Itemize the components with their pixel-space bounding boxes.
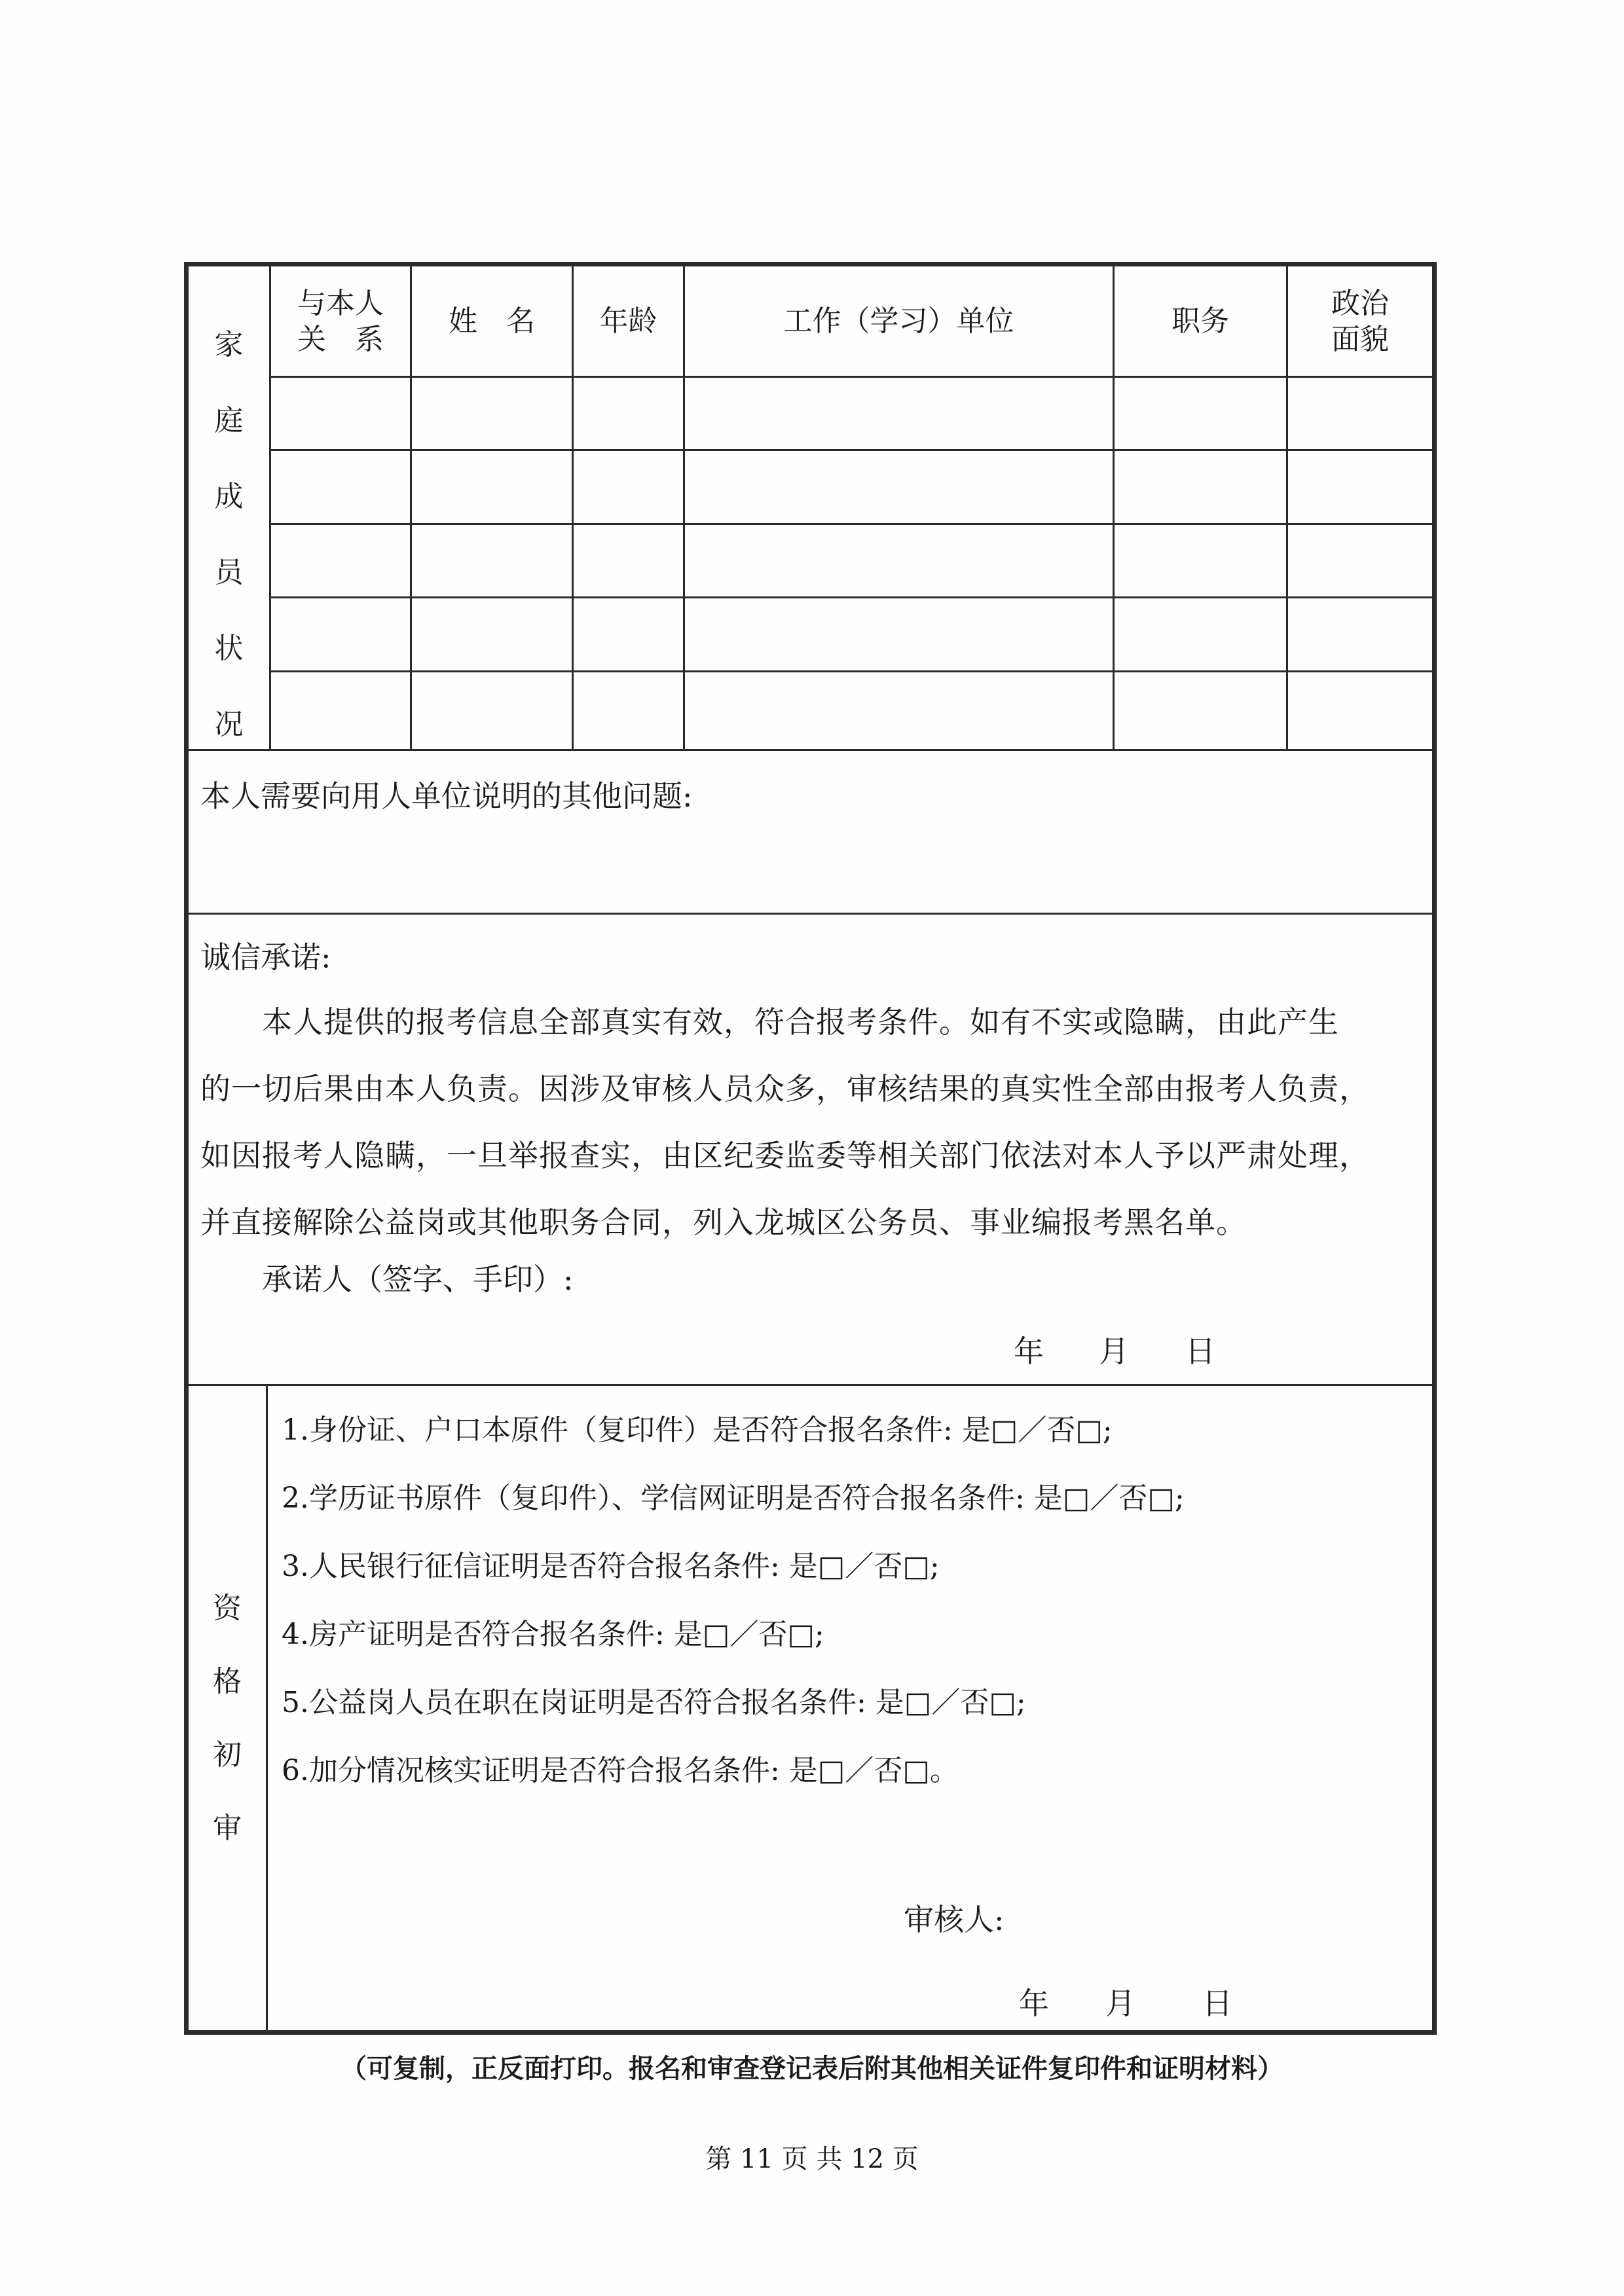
label-char: 审 — [213, 1812, 242, 1845]
label-char: 家 — [214, 328, 244, 361]
pledge-signer-label: 承诺人（签字、手印）: — [262, 1262, 574, 1297]
header-relation-line1: 与本人 — [297, 286, 384, 320]
section-divider — [189, 1384, 1432, 1386]
family-cell-work-unit[interactable] — [685, 672, 1113, 749]
pledge-signature-field[interactable] — [864, 1256, 1192, 1295]
family-cell-age[interactable] — [574, 378, 683, 449]
review-item-bonus-points: 6.加分情况核实证明是否符合报名条件: 是□／否□。 — [282, 1754, 959, 1787]
reviewer-label: 审核人: — [904, 1902, 1005, 1937]
pledge-line-1: 本人提供的报考信息全部真实有效，符合报考条件。如有不实或隐瞒，由此产生 — [262, 1004, 1339, 1040]
label-char: 成 — [214, 480, 244, 513]
header-work-unit: 工作（学习）单位 — [783, 304, 1014, 338]
grid-line — [266, 1386, 268, 2030]
family-cell-political-status[interactable] — [1288, 525, 1432, 596]
review-item-credit: 3.人民银行征信证明是否符合报名条件: 是□／否□; — [282, 1550, 940, 1583]
pledge-title: 诚信承诺: — [200, 939, 331, 975]
label-char: 资 — [213, 1592, 242, 1625]
review-date-month: 月 — [1105, 1986, 1135, 2021]
family-cell-position[interactable] — [1115, 598, 1286, 670]
review-item-id-hukou: 1.身份证、户口本原件（复印件）是否符合报名条件: 是□／否□; — [282, 1413, 1113, 1447]
family-cell-work-unit[interactable] — [685, 378, 1113, 449]
family-cell-position[interactable] — [1115, 525, 1286, 596]
pledge-date-month: 月 — [1099, 1334, 1129, 1369]
pledge-line-4: 并直接解除公益岗或其他职务合同，列入龙城区公务员、事业编报考黑名单。 — [200, 1205, 1247, 1240]
label-char: 庭 — [214, 404, 244, 437]
label-char: 初 — [213, 1738, 242, 1772]
review-date-year: 年 — [1019, 1986, 1049, 2021]
family-cell-political-status[interactable] — [1288, 451, 1432, 523]
family-cell-age[interactable] — [574, 598, 683, 670]
family-cell-name[interactable] — [412, 451, 572, 523]
family-cell-political-status[interactable] — [1288, 378, 1432, 449]
family-cell-name[interactable] — [412, 598, 572, 670]
label-char: 格 — [213, 1665, 242, 1698]
footnote: （可复制，正反面打印。报名和审查登记表后附其他相关证件复印件和证明材料） — [341, 2054, 1283, 2084]
review-item-property: 4.房产证明是否符合报名条件: 是□／否□; — [282, 1618, 824, 1651]
header-relation — [271, 266, 410, 376]
pledge-line-2: 的一切后果由本人负责。因涉及审核人员众多，审核结果的真实性全部由报考人负责， — [200, 1071, 1370, 1106]
qualification-review-label — [189, 1584, 266, 1846]
section-divider — [189, 749, 1432, 751]
review-date-day: 日 — [1202, 1986, 1232, 2021]
pledge-date-year: 年 — [1014, 1334, 1044, 1369]
family-cell-name[interactable] — [412, 672, 572, 749]
header-position: 职务 — [1172, 304, 1229, 338]
header-age: 年龄 — [599, 304, 657, 338]
family-cell-relation[interactable] — [271, 378, 410, 449]
review-item-education: 2.学历证书原件（复印件）、学信网证明是否符合报名条件: 是□／否□; — [282, 1482, 1185, 1515]
other-issues-field[interactable] — [200, 818, 1418, 903]
family-cell-age[interactable] — [574, 672, 683, 749]
header-political-status — [1288, 266, 1432, 376]
page-number: 第 11 页 共 12 页 — [705, 2144, 919, 2174]
family-members-label — [189, 321, 269, 742]
header-relation-line2: 关 系 — [297, 322, 384, 356]
family-cell-relation[interactable] — [271, 672, 410, 749]
family-cell-position[interactable] — [1115, 378, 1286, 449]
family-cell-relation[interactable] — [271, 598, 410, 670]
family-cell-position[interactable] — [1115, 451, 1286, 523]
label-char: 员 — [214, 556, 244, 589]
family-cell-name[interactable] — [412, 378, 572, 449]
header-political-line2: 面貌 — [1331, 322, 1389, 356]
family-cell-name[interactable] — [412, 525, 572, 596]
other-issues-label: 本人需要向用人单位说明的其他问题: — [200, 778, 693, 814]
family-cell-relation[interactable] — [271, 525, 410, 596]
family-cell-work-unit[interactable] — [685, 598, 1113, 670]
header-political-line1: 政治 — [1331, 286, 1389, 320]
pledge-line-3: 如因报考人隐瞒，一旦举报查实，由区纪委监委等相关部门依法对本人予以严肃处理， — [200, 1138, 1370, 1173]
family-cell-political-status[interactable] — [1288, 672, 1432, 749]
family-cell-political-status[interactable] — [1288, 598, 1432, 670]
section-divider — [189, 913, 1432, 915]
family-cell-position[interactable] — [1115, 672, 1286, 749]
family-cell-work-unit[interactable] — [685, 525, 1113, 596]
label-char: 状 — [214, 632, 244, 665]
label-char: 况 — [214, 708, 244, 741]
family-cell-work-unit[interactable] — [685, 451, 1113, 523]
family-cell-age[interactable] — [574, 451, 683, 523]
review-item-public-welfare-post: 5.公益岗人员在职在岗证明是否符合报名条件: 是□／否□; — [282, 1686, 1026, 1719]
reviewer-signature-field[interactable] — [1022, 1896, 1349, 1935]
header-name: 姓 名 — [449, 304, 535, 338]
pledge-date-day: 日 — [1185, 1334, 1215, 1369]
family-cell-relation[interactable] — [271, 451, 410, 523]
family-cell-age[interactable] — [574, 525, 683, 596]
